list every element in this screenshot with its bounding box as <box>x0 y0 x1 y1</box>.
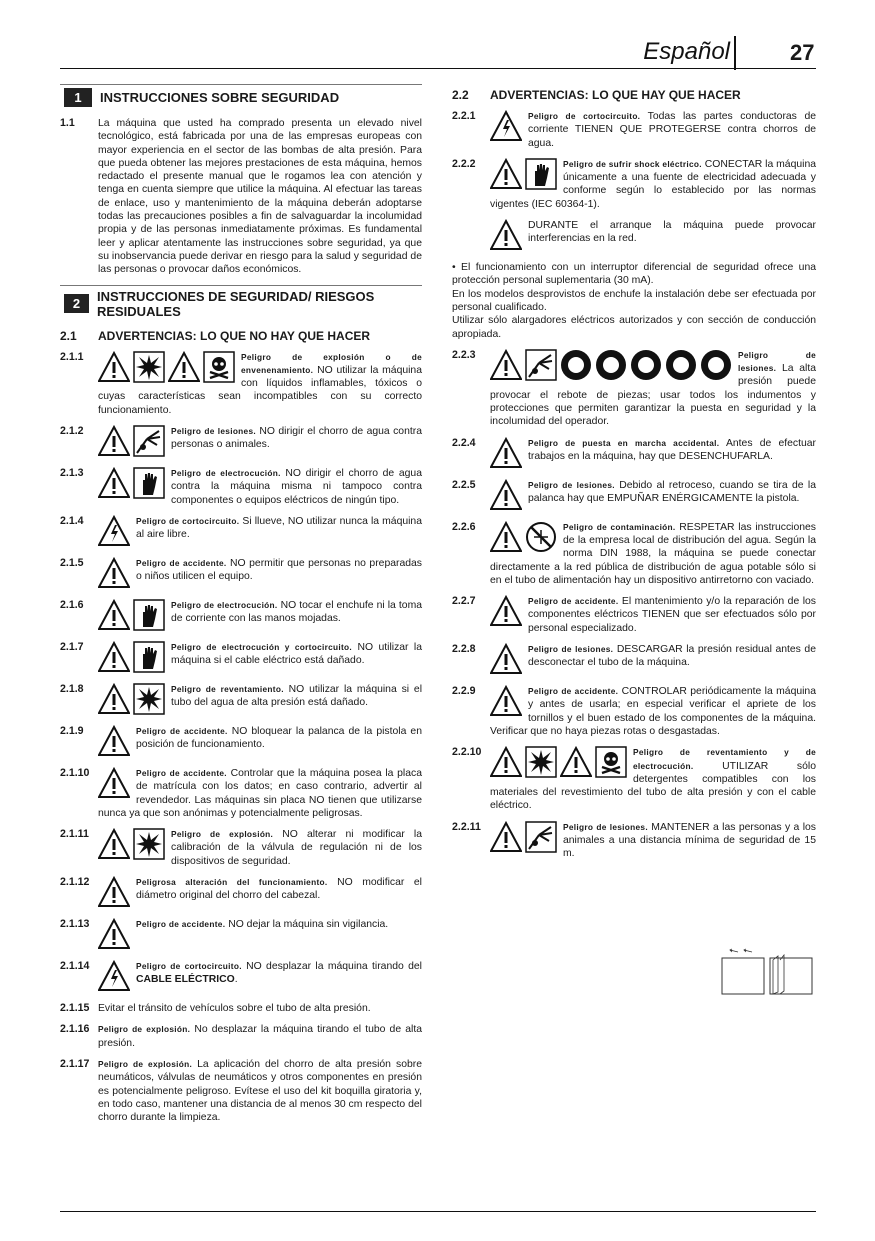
hazard-heading: Peligrosa alteración del funcionamiento. <box>136 877 328 888</box>
hazard-heading: Peligro de accidente. <box>528 686 619 697</box>
section-title: INSTRUCCIONES SOBRE SEGURIDAD <box>100 90 340 105</box>
hazard-description: Antes de efectuar trabajos en la máquina, hay que DESENCHUFARLA. <box>528 437 816 462</box>
item-2-1-17 <box>60 1058 422 1124</box>
warning-triangle-icon <box>98 767 130 799</box>
language-label: Español <box>643 38 730 65</box>
hazard-icons <box>98 641 165 673</box>
item-number: 2.2.9 <box>452 685 476 698</box>
hazard-icons <box>98 557 130 589</box>
subsection-2-2 <box>452 88 816 102</box>
emphasis: CABLE ELÉCTRICO <box>136 974 235 986</box>
warning-triangle-icon <box>490 158 522 190</box>
hazard-description: DURANTE el arranque la máquina puede provocar interferencias en la red. <box>528 220 816 245</box>
item-text <box>98 515 422 549</box>
item-number: 2.1.1 <box>60 350 84 363</box>
no-potable-water-icon <box>525 521 557 553</box>
hazard-heading: Peligro de electrocución. <box>171 468 281 479</box>
hazard-heading: Peligro de accidente. <box>136 919 226 930</box>
item-number: 2.1.12 <box>60 876 90 889</box>
ppe-mandatory-icon <box>560 349 592 381</box>
water-jet-icon <box>133 425 165 457</box>
hazard-description: Todas las partes conductoras de corriente TIENEN QUE PROTEGERSE contra chorros de agua. <box>528 111 816 149</box>
electrical-notes: • El funcionamiento con un interruptor diferencial de seguridad ofrece una protección personal suplementaria (30 mA). En los modelos desprovistos de enchufe la instalación debe ser efectuada por personal cualificado. Utilizar sólo alargadores eléctricos autorizados y con sección de conducción apropiada. <box>452 262 816 340</box>
hazard-icons <box>98 351 235 383</box>
hazard-icons <box>98 515 130 547</box>
warning-triangle-icon <box>490 219 522 251</box>
item-number: 2.1.10 <box>60 766 90 779</box>
hazard-heading: Peligro de lesiones. <box>563 821 648 832</box>
hazard-heading: Peligro de electrocución y cortocircuito. <box>171 641 353 652</box>
item-number: 1.1 <box>60 117 75 129</box>
item-number: 2.1.4 <box>60 514 84 527</box>
item-number: 2.1.16 <box>60 1023 90 1036</box>
hazard-description: Controlar que la máquina posea la placa de matrícula con los datos; en caso contrario, advertir al revendedor. Las máquinas sin placa NO tienen que utilizarse nunca ya que son anónimas y potencialmente peligrosas. <box>98 767 422 819</box>
subsection-2-1 <box>60 329 422 343</box>
subsection-number: 2.1 <box>60 328 77 343</box>
item-number: 2.1.7 <box>60 640 84 653</box>
header-divider <box>734 36 736 70</box>
explosion-icon <box>525 746 557 778</box>
ppe-mandatory-icon <box>665 349 697 381</box>
item-text <box>98 767 422 820</box>
hazard-heading: Peligro de accidente. <box>528 596 619 607</box>
hazard-description: Si llueve, NO utilizar nunca la máquina al aire libre. <box>136 515 422 541</box>
hazard-icons <box>490 643 522 675</box>
manual-book-icon <box>718 946 816 996</box>
item-2-1-6 <box>60 599 422 633</box>
item-2-2-6 <box>452 521 816 587</box>
subsection-title: ADVERTENCIAS: LO QUE HAY QUE HACER <box>490 88 741 102</box>
hazard-description: La aplicación del chorro de alta presión sobre neumáticos, válvulas de neumáticos y otros componentes en presión es potencialmente peligroso. Evítese el uso del kit boquilla giratoria y, en todo caso, mantener una distancia de al menos 30 cm respecto del chorro durante la limpieza. <box>98 1058 423 1124</box>
item-number: 2.1.9 <box>60 724 84 737</box>
hazard-heading: Peligro de cortocircuito. <box>136 515 240 526</box>
item-text <box>490 349 816 429</box>
hazard-heading: Peligro de accidente. <box>136 725 228 736</box>
item-text <box>98 918 422 952</box>
item-number: 2.2.8 <box>452 643 476 656</box>
item-2-1-3 <box>60 467 422 507</box>
item-number: 2.2.2 <box>452 157 476 170</box>
item-2-2-11 <box>452 821 816 861</box>
item-text <box>98 828 422 868</box>
hazard-heading: Peligro de cortocircuito. <box>528 111 641 121</box>
item-text <box>490 685 816 738</box>
hazard-heading: Peligro de lesiones. <box>528 644 614 655</box>
item-text <box>98 599 422 633</box>
hazard-icons <box>98 876 130 908</box>
item-text <box>98 1023 422 1050</box>
hazard-description: NO utilizar la máquina si el tubo del agua de alta presión está dañado. <box>171 683 423 709</box>
item-2-1-13 <box>60 918 422 952</box>
hazard-icons <box>490 685 522 717</box>
hazard-heading: Peligro de sufrir shock eléctrico. <box>563 158 702 169</box>
item-number: 2.1.6 <box>60 598 84 611</box>
item-number: 2.1.8 <box>60 682 84 695</box>
hazard-description: No desplazar la máquina tirando el tubo de alta presión. <box>98 1024 422 1049</box>
hazard-icons <box>490 521 557 553</box>
item-text <box>98 876 422 910</box>
hazard-icons <box>98 828 165 860</box>
water-jet-icon <box>525 821 557 853</box>
item-text <box>98 351 422 417</box>
electric-hazard-icon <box>98 960 130 992</box>
hazard-description: NO dejar la máquina sin vigilancia. <box>225 919 389 931</box>
item-2-1-11 <box>60 828 422 868</box>
wet-hand-shock-icon <box>133 641 165 673</box>
hazard-icons <box>98 467 165 499</box>
item-2-1-8 <box>60 683 422 717</box>
hazard-heading: Peligro de cortocircuito. <box>136 961 242 972</box>
hazard-icons <box>490 110 522 142</box>
hazard-icons <box>490 158 557 190</box>
item-number: 2.1.3 <box>60 467 84 480</box>
item-2-2-10 <box>452 746 816 812</box>
hazard-description: NO dirigir el chorro de agua contra personas o animales. <box>171 426 422 451</box>
wet-hand-shock-icon <box>133 599 165 631</box>
water-jet-icon <box>525 349 557 381</box>
warning-triangle-icon <box>98 467 130 499</box>
item-2-1-12 <box>60 876 422 910</box>
item-2-1-4 <box>60 515 422 549</box>
explosion-icon <box>133 351 165 383</box>
hazard-heading: Peligro de reventamiento y de electrocución. <box>633 747 816 771</box>
item-text <box>98 683 422 717</box>
page-number: 27 <box>790 40 815 65</box>
item-number: 2.1.5 <box>60 556 84 569</box>
item-number: 2.2.3 <box>452 348 476 361</box>
hazard-description: Evitar el tránsito de vehículos sobre el tubo de alta presión. <box>98 1003 371 1015</box>
hazard-heading: Peligro de explosión. <box>98 1058 193 1069</box>
item-number: 2.2.5 <box>452 478 476 491</box>
explosion-icon <box>133 828 165 860</box>
section-title: INSTRUCCIONES DE SEGURIDAD/ RIESGOS RESIDUALES <box>96 288 375 319</box>
hazard-description: DESCARGAR la presión residual antes de desconectar el tubo de la máquina. <box>528 644 816 669</box>
hazard-heading: Peligro de accidente. <box>136 557 227 568</box>
hazard-icons <box>98 425 165 457</box>
hazard-description: NO alterar ni modificar la calibración de la válvula de regulación ni de los dispositivos de seguridad. <box>171 829 422 867</box>
item-number: 2.2.7 <box>452 595 476 608</box>
left-column <box>60 84 422 1132</box>
ppe-mandatory-icon <box>630 349 662 381</box>
explosion-icon <box>133 683 165 715</box>
toxic-skull-icon <box>595 746 627 778</box>
item-2-2-4 <box>452 437 816 471</box>
section-number: 2 <box>64 294 89 313</box>
hazard-heading: Peligro de explosión. <box>171 829 274 840</box>
hazard-description: NO tocar el enchufe ni la toma de corriente con las manos mojadas. <box>171 599 423 625</box>
hazard-icons <box>490 349 732 381</box>
hazard-heading: Peligro de lesiones. <box>171 426 256 437</box>
hazard-icons <box>490 595 522 627</box>
hazard-description: UTILIZAR sólo detergentes compatibles con los materiales del revestimiento del tubo de alta presión y con el cable eléctrico. <box>490 760 816 812</box>
header-rule <box>60 68 816 69</box>
item-note <box>452 219 816 253</box>
item-2-1-15 <box>60 1002 422 1015</box>
item-number: 2.1.14 <box>60 960 90 973</box>
section-2-heading <box>60 285 422 319</box>
section-1-heading <box>60 84 422 107</box>
hazard-icons <box>98 683 165 715</box>
hazard-heading: Peligro de puesta en marcha accidental. <box>528 437 720 448</box>
item-2-1-5 <box>60 557 422 591</box>
warning-triangle-icon <box>98 725 130 757</box>
warning-triangle-icon <box>490 746 522 778</box>
hazard-heading: Peligro de lesiones. <box>738 349 816 374</box>
warning-triangle-icon <box>490 685 522 717</box>
hazard-heading: Peligro de electrocución. <box>171 599 278 610</box>
item-text <box>490 219 816 253</box>
ppe-mandatory-icon <box>700 349 732 381</box>
hazard-icons <box>490 437 522 469</box>
hazard-icons <box>98 918 130 950</box>
item-text <box>98 1002 422 1015</box>
hazard-description: NO bloquear la palanca de la pistola en posición de funcionamiento. <box>136 725 422 751</box>
item-number: 2.2.10 <box>452 746 482 759</box>
warning-triangle-icon <box>168 351 200 383</box>
item-1-1 <box>60 117 422 277</box>
hazard-description: CONTROLAR periódicamente la máquina y antes de usarla; en especial verificar el apriete de los tornillos y el buen estado de los componentes de la máquina. Verificar que no haya piezas rotas o desgastadas. <box>490 686 816 737</box>
warning-triangle-icon <box>490 521 522 553</box>
item-2-1-9 <box>60 725 422 759</box>
item-text <box>98 641 422 675</box>
hazard-icons <box>98 767 130 799</box>
item-text <box>490 479 816 513</box>
warning-triangle-icon <box>490 595 522 627</box>
hazard-icons <box>490 479 522 511</box>
hazard-icons <box>98 725 130 757</box>
item-text <box>98 960 422 994</box>
hazard-heading: Peligro de reventamiento. <box>171 683 284 694</box>
warning-triangle-icon <box>98 876 130 908</box>
item-number: 2.1.15 <box>60 1002 90 1015</box>
item-text <box>490 521 816 587</box>
item-2-2-1 <box>452 110 816 150</box>
warning-triangle-icon <box>490 821 522 853</box>
hazard-heading: Peligro de explosión. <box>98 1024 191 1035</box>
item-text <box>98 1058 422 1124</box>
item-text <box>98 467 422 507</box>
item-number: 2.2.11 <box>452 820 481 833</box>
item-2-1-10 <box>60 767 422 820</box>
hazard-description: NO desplazar la máquina tirando del <box>241 961 422 973</box>
item-number: 2.1.11 <box>60 828 89 841</box>
hazard-description: CONECTAR la máquina únicamente a una fuente de electricidad adecuada y conforme según lo establecido por las normas vigentes (IEC 60364-1). <box>490 158 816 210</box>
item-text <box>490 158 816 211</box>
item-number: 2.1.13 <box>60 918 90 931</box>
item-text <box>490 643 816 677</box>
warning-triangle-icon <box>98 557 130 589</box>
section-number: 1 <box>64 88 92 107</box>
hazard-icons <box>490 746 627 778</box>
subsection-title: ADVERTENCIAS: LO QUE NO HAY QUE HACER <box>98 328 371 343</box>
hazard-heading: Peligro de accidente. <box>136 767 227 778</box>
hazard-heading: Peligro de explosión o de envenenamiento. <box>241 351 422 375</box>
item-text <box>98 425 422 459</box>
hazard-icons <box>98 960 130 992</box>
warning-triangle-icon <box>490 479 522 511</box>
warning-triangle-icon <box>560 746 592 778</box>
item-2-1-16 <box>60 1023 422 1050</box>
item-2-2-5 <box>452 479 816 513</box>
warning-triangle-icon <box>98 918 130 950</box>
item-text <box>98 725 422 759</box>
hazard-description: El mantenimiento y/o la reparación de los componentes eléctricos TIENEN que ser efectuados sólo por personal especializado. <box>528 596 816 634</box>
item-2-1-2 <box>60 425 422 459</box>
hazard-heading: Peligro de lesiones. <box>528 479 615 490</box>
item-number: 2.2.1 <box>452 110 476 122</box>
item-2-1-7 <box>60 641 422 675</box>
right-column <box>452 84 816 869</box>
item-number: 2.1.17 <box>60 1057 90 1070</box>
item-text <box>490 437 816 471</box>
warning-triangle-icon <box>490 643 522 675</box>
item-text <box>490 110 816 150</box>
item-text: La máquina que usted ha comprado presenta un elevado nivel tecnológico, está fabricada por una de las empresas europeas con mayor experiencia en el sector de las bombas de alta presión. Para que pueda obtener las mejores prestaciones de esta máquina, hemos redactado el presente manual que le rogamos lea con atención y tenga en cuenta siempre que utilice la máquina. Al efectuar las tareas de enlace, uso y mantenimiento de la máquina deberán adoptarse todas las precauciones posibles a fin de salvaguardar la incolumidad propia y de las personas inmediatamente próximas. Es fundamental leer y aplicar atentamente las instrucciones sobre seguridad, ya que su inobservancia puede derivar en riesgo para la salud y seguridad de las personas o provocar daños económicos. <box>98 118 422 276</box>
warning-triangle-icon <box>98 425 130 457</box>
item-number: 2.2.4 <box>452 436 476 449</box>
item-number: 2.2.6 <box>452 520 476 533</box>
warning-triangle-icon <box>98 683 130 715</box>
toxic-skull-icon <box>203 351 235 383</box>
wet-hand-shock-icon <box>133 467 165 499</box>
item-text <box>490 595 816 635</box>
footer-rule <box>60 1211 816 1212</box>
warning-triangle-icon <box>98 641 130 673</box>
hazard-description: NO modificar el diámetro original del chorro del cabezal. <box>136 877 422 902</box>
hazard-description: NO utilizar la máquina si el cable eléctrico está dañado. <box>171 641 423 667</box>
warning-triangle-icon <box>490 349 522 381</box>
hazard-description: NO permitir que personas no preparadas o niños utilicen el equipo. <box>136 557 422 583</box>
subsection-number: 2.2 <box>452 88 469 102</box>
item-text <box>490 821 816 861</box>
item-2-2-2 <box>452 158 816 211</box>
item-2-2-9 <box>452 685 816 738</box>
hazard-description: NO utilizar la máquina con líquidos inflamables, tóxicos o cuyas características sean incompatibles con su correcto funcionamiento. <box>98 364 422 416</box>
tail: . <box>234 974 238 986</box>
item-2-1-1 <box>60 351 422 417</box>
item-text <box>490 746 816 812</box>
electric-hazard-icon <box>98 515 130 547</box>
warning-triangle-icon <box>490 437 522 469</box>
hazard-icons <box>490 219 522 251</box>
hazard-description: La alta presión puede provocar el rebote de piezas; usar todos los indumentos y protecciones que permiten garantizar la puesta en seguridad y la incolumidad del operador. <box>490 363 816 428</box>
item-number <box>452 219 490 253</box>
hazard-icons <box>490 821 557 853</box>
warning-triangle-icon <box>98 828 130 860</box>
ppe-mandatory-icon <box>595 349 627 381</box>
warning-triangle-icon <box>98 351 130 383</box>
warning-triangle-icon <box>98 599 130 631</box>
item-2-2-7 <box>452 595 816 635</box>
hazard-description: NO dirigir el chorro de agua contra la máquina misma ni tampoco contra componentes o equipos eléctricos de ningún tipo. <box>171 468 422 506</box>
item-2-1-14 <box>60 960 422 994</box>
item-text <box>98 557 422 591</box>
item-2-2-8 <box>452 643 816 677</box>
hazard-description: RESPETAR las instrucciones de la empresa local de distribución del agua. Según la norma DIN 1988, la máquina se puede conectar directamente a la red pública de distribución de agua potable sólo si en el tubo de alimentación hay un dispositivo antirretorno con vaciado. <box>490 521 816 586</box>
item-number: 2.1.2 <box>60 425 84 438</box>
hazard-description: MANTENER a las personas y a los animales a una distancia mínima de seguridad de 15 m. <box>563 821 816 860</box>
hazard-icons <box>98 599 165 631</box>
wet-hand-shock-icon <box>525 158 557 190</box>
hazard-description: Debido al retroceso, cuando se tira de la palanca hay que EMPUÑAR ENÉRGICAMENTE la pistola. <box>528 479 816 504</box>
electric-hazard-icon <box>490 110 522 142</box>
hazard-heading: Peligro de contaminación. <box>563 521 676 532</box>
item-2-2-3 <box>452 349 816 429</box>
